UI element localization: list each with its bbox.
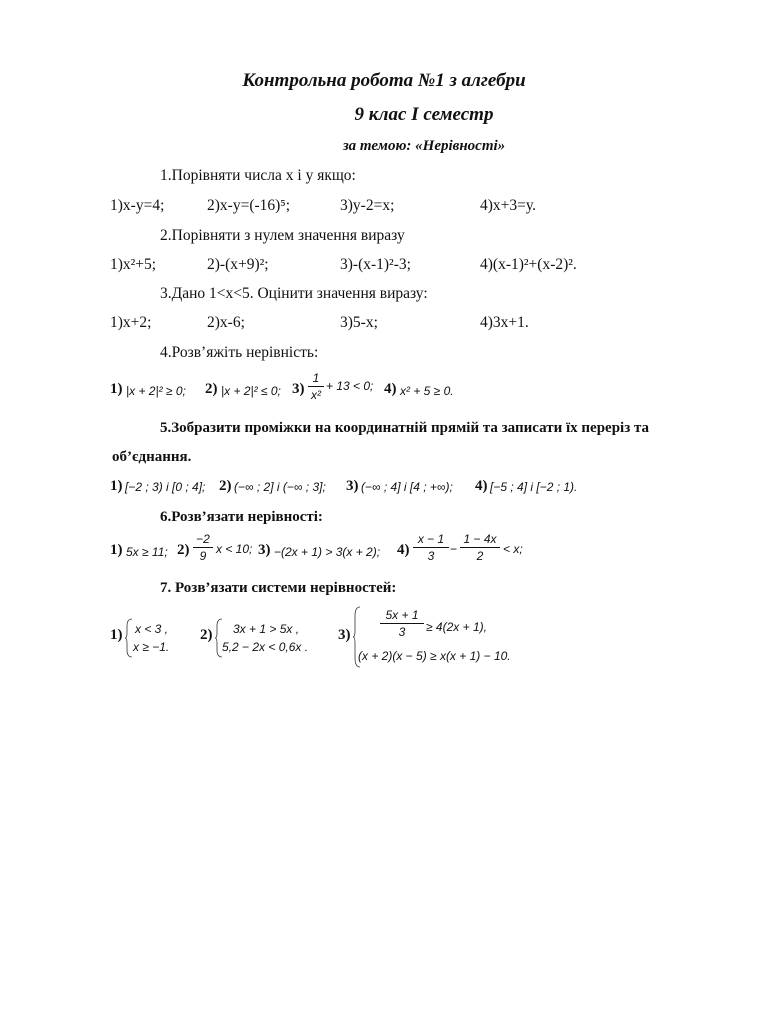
task6-frac-4a [413, 532, 449, 563]
task4-heading: 4.Розв’яжіть нерівність: [160, 344, 319, 361]
task5-expr-3: (−∞ ; 4] і [4 ; +∞); [361, 480, 453, 494]
task1-item-3: 3)у-2=х; [340, 197, 395, 214]
task5-expr-4: [−5 ; 4] і [−2 ; 1). [490, 480, 578, 494]
task4-frac-3 [308, 371, 324, 402]
task7-sys3-frac-bar [380, 623, 424, 624]
task7-sys3-frac-num: 5x + 1 [385, 608, 419, 622]
task6-frac-4a-bar [413, 547, 449, 548]
task7-num-2: 2) [200, 627, 213, 643]
task4-num-3: 3) [292, 381, 305, 397]
topic-line: за темою: «Нерівності» [342, 138, 506, 154]
task5-expr-1: [−2 ; 3) і [0 ; 4]; [125, 480, 206, 494]
task5-num-1: 1) [110, 478, 123, 494]
task1-item-1: 1)х-у=4; [110, 197, 165, 214]
task7-heading: 7. Розв’язати системи нерівностей: [160, 580, 397, 596]
title-line-1: Контрольна робота №1 з алгебри [242, 70, 526, 91]
task3-heading: 3.Дано 1<х<5. Оцінити значення виразу: [160, 285, 428, 302]
task6-num-2: 2) [177, 542, 190, 558]
task2-heading: 2.Порівняти з нулем значення виразу [160, 227, 405, 244]
task7-sys3-frac [380, 608, 424, 639]
task5-num-4: 4) [475, 478, 488, 494]
task3-item-1: 1)х+2; [110, 314, 152, 331]
task6-frac-4a-num: x − 1 [417, 532, 445, 546]
task2-item-3: 3)-(х-1)²-3; [340, 256, 411, 273]
task7-num-3: 3) [338, 627, 351, 643]
task4-num-2: 2) [205, 381, 218, 397]
task7-num-1: 1) [110, 627, 123, 643]
task7-sys1-line2: x ≥ −1. [133, 640, 170, 654]
task4-expr-4: x² + 5 ≥ 0. [400, 384, 454, 398]
task6-frac-2-den: 9 [199, 549, 207, 563]
task4-num-4: 4) [384, 381, 397, 397]
task7-sys2-line2: 5,2 − 2x < 0,6x . [222, 640, 309, 654]
task5-num-2: 2) [219, 478, 232, 494]
task2-item-2: 2)-(х+9)²; [207, 256, 269, 273]
task6-num-1: 1) [110, 542, 123, 558]
task6-frac-4a-den: 3 [427, 549, 435, 563]
task5-num-3: 3) [346, 478, 359, 494]
task3-item-2: 2)х-6; [207, 314, 245, 331]
task2-item-4: 4)(х-1)²+(х-2)². [480, 256, 577, 273]
task7-sys3-frac-den: 3 [398, 625, 406, 639]
task6-frac-2 [193, 532, 213, 563]
task3-item-4: 4)3х+1. [480, 314, 529, 331]
task2-item-1: 1)х²+5; [110, 256, 157, 273]
task5-expr-2: (−∞ ; 2] і (−∞ ; 3]; [234, 480, 326, 494]
task4-expr-2: |x + 2|² ≤ 0; [221, 384, 281, 398]
task4-expr-3-rest: + 13 < 0; [326, 379, 374, 393]
task1-item-2: 2)х-у=(-16)⁵; [207, 197, 291, 214]
task6-num-3: 3) [258, 542, 271, 558]
task6-frac-4b [460, 532, 500, 563]
task4-frac-3-bar [308, 386, 324, 387]
task6-frac-2-bar [193, 547, 213, 548]
task7-sys3-line2: (x + 2)(x − 5) ≥ x(x + 1) − 10. [358, 649, 511, 663]
task6-expr-4-rest: < x; [503, 542, 523, 556]
task4-num-1: 1) [110, 381, 123, 397]
task7-sys1-line1: x < 3 , [135, 622, 169, 636]
task6-frac-4b-bar [460, 547, 500, 548]
title-line-2: 9 клас І семестр [354, 104, 494, 125]
task6-expr-2-rest: x < 10; [216, 542, 253, 556]
task6-expr-1: 5x ≥ 11; [126, 545, 168, 559]
task6-expr-3: −(2x + 1) > 3(x + 2); [274, 545, 381, 559]
task4-expr-1: |x + 2|² ≥ 0; [126, 384, 186, 398]
task7-sys3-line1-rest: ≥ 4(2x + 1), [426, 620, 487, 634]
task6-frac-4b-den: 2 [476, 549, 484, 563]
task5-heading-line1: 5.Зобразити проміжки на координатній прямій та записати їх переріз та [160, 420, 650, 436]
task6-expr-4-minus: − [450, 542, 458, 556]
task6-heading: 6.Розв’язати нерівності: [160, 509, 323, 525]
task1-item-4: 4)х+3=у. [480, 197, 536, 214]
task6-frac-2-num: −2 [196, 532, 210, 546]
task4-frac-3-den: x² [311, 388, 321, 402]
task3-item-3: 3)5-х; [340, 314, 378, 331]
task5-heading-line2: об’єднання. [112, 449, 192, 465]
task1-heading: 1.Порівняти числа х і у якщо: [160, 167, 356, 184]
task6-frac-4b-num: 1 − 4x [463, 532, 497, 546]
task6-num-4: 4) [397, 542, 410, 558]
task4-frac-3-num: 1 [312, 371, 320, 385]
task7-sys2-line1: 3x + 1 > 5x , [233, 622, 300, 636]
